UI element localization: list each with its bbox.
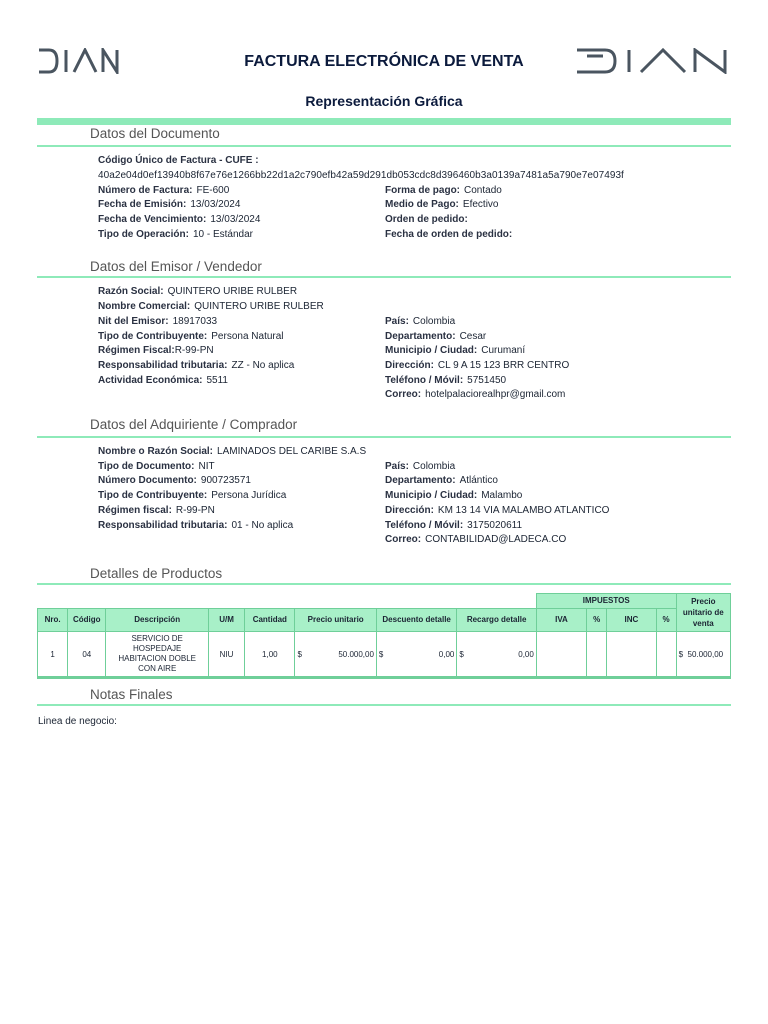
col-recargo: Recargo detalle xyxy=(457,608,536,631)
adquiriente-pais: País: Colombia xyxy=(385,461,456,472)
cell-recargo: $ 0,00 xyxy=(457,632,536,678)
emisor-responsabilidad: Responsabilidad tributaria: ZZ - No aplica xyxy=(98,360,295,371)
adquiriente-municipio: Municipio / Ciudad: Malambo xyxy=(385,490,523,501)
section-title-productos: Detalles de Productos xyxy=(90,566,223,581)
section-divider xyxy=(37,704,731,706)
cell-codigo: 04 xyxy=(68,632,106,678)
col-cantidad: Cantidad xyxy=(245,608,295,631)
section-divider xyxy=(37,276,731,278)
forma-pago: Forma de pago: Contado xyxy=(385,185,502,196)
emisor-tipo-contribuyente: Tipo de Contribuyente: Persona Natural xyxy=(98,331,284,342)
col-descuento: Descuento detalle xyxy=(376,608,456,631)
section-title-emisor: Datos del Emisor / Vendedor xyxy=(90,259,262,274)
section-title-documento: Datos del Documento xyxy=(90,126,220,141)
adquiriente-regimen: Régimen fiscal: R-99-PN xyxy=(98,505,215,516)
cell-descuento: $ 0,00 xyxy=(376,632,456,678)
products-table xyxy=(37,593,731,679)
emisor-razon-social: Razón Social: QUINTERO URIBE RULBER xyxy=(98,286,298,297)
section-divider xyxy=(37,145,731,147)
table-row xyxy=(38,632,731,678)
emisor-municipio: Municipio / Ciudad: Curumaní xyxy=(385,345,526,356)
emisor-nombre-comercial: Nombre Comercial: QUINTERO URIBE RULBER xyxy=(98,301,324,312)
numero-factura: Número de Factura: FE-600 xyxy=(98,185,230,196)
emisor-telefono: Teléfono / Móvil: 5751450 xyxy=(385,375,507,386)
fecha-emision: Fecha de Emisión: 13/03/2024 xyxy=(98,199,241,210)
emisor-regimen: Régimen Fiscal:R-99-PN xyxy=(98,345,214,356)
cell-precio-venta: $ 50.000,00 xyxy=(676,632,730,678)
orden-pedido: Orden de pedido: xyxy=(385,214,468,225)
emisor-pais: País: Colombia xyxy=(385,316,456,327)
document-subtitle: Representación Gráfica xyxy=(305,93,463,109)
adquiriente-correo: Correo: CONTABILIDAD@LADECA.CO xyxy=(385,534,567,545)
fecha-vencimiento: Fecha de Vencimiento: 13/03/2024 xyxy=(98,214,261,225)
adquiriente-responsabilidad: Responsabilidad tributaria: 01 - No aplica xyxy=(98,520,294,531)
col-descripcion: Descripción xyxy=(106,608,209,631)
adquiriente-direccion: Dirección: KM 13 14 VIA MALAMBO ATLANTICO xyxy=(385,505,610,516)
emisor-correo: Correo: hotelpalaciorealhpr@gmail.com xyxy=(385,389,566,400)
adquiriente-nombre: Nombre o Razón Social: LAMINADOS DEL CARIBE S.A.S xyxy=(98,446,367,457)
adquiriente-tipo-contribuyente: Tipo de Contribuyente: Persona Jurídica xyxy=(98,490,287,501)
col-nro: Nro. xyxy=(38,608,68,631)
section-divider xyxy=(37,583,731,585)
emisor-direccion: Dirección: CL 9 A 15 123 BRR CENTRO xyxy=(385,360,570,371)
section-title-adquiriente: Datos del Adquiriente / Comprador xyxy=(90,417,298,432)
col-pct-inc: % xyxy=(656,608,676,631)
cell-descripcion: SERVICIO DE HOSPEDAJE HABITACION DOBLE CON AIRE xyxy=(106,632,209,678)
adquiriente-numero-documento: Número Documento: 900723571 xyxy=(98,475,251,486)
col-pct-iva: % xyxy=(587,608,607,631)
accent-bar xyxy=(37,118,731,125)
cufe-label: Código Único de Factura - CUFE : xyxy=(98,155,259,166)
adquiriente-departamento: Departamento: Atlántico xyxy=(385,475,498,486)
col-codigo: Código xyxy=(68,608,106,631)
linea-negocio-label: Linea de negocio: xyxy=(38,716,117,727)
cell-pct-inc xyxy=(656,632,676,678)
col-precio-unitario: Precio unitario xyxy=(295,608,376,631)
document-title: FACTURA ELECTRÓNICA DE VENTA xyxy=(244,53,524,70)
col-um: U/M xyxy=(208,608,244,631)
emisor-departamento: Departamento: Cesar xyxy=(385,331,487,342)
section-divider xyxy=(37,436,731,438)
cufe-value: 40a2e04d0ef13940b8f67e76e1266bb22d1a2c790efb42a59d291db053cdc8d396460b3a0139a7481a5a790e7e07493f xyxy=(98,170,624,181)
cell-um: NIU xyxy=(208,632,244,678)
section-title-notas: Notas Finales xyxy=(90,687,173,702)
emisor-actividad: Actividad Económica: 5511 xyxy=(98,375,228,386)
cell-cantidad: 1,00 xyxy=(245,632,295,678)
col-inc: INC xyxy=(607,608,656,631)
adquiriente-telefono: Teléfono / Móvil: 3175020611 xyxy=(385,520,523,531)
cell-pct-iva xyxy=(587,632,607,678)
fecha-orden-pedido: Fecha de orden de pedido: xyxy=(385,229,513,240)
cell-precio-unitario: $ 50.000,00 xyxy=(295,632,376,678)
cell-inc xyxy=(607,632,656,678)
emisor-nit: Nit del Emisor: 18917033 xyxy=(98,316,218,327)
table-header-spacer xyxy=(38,594,537,609)
col-iva: IVA xyxy=(536,608,586,631)
cell-nro: 1 xyxy=(38,632,68,678)
precio-venta-header: Precio unitario de venta xyxy=(676,594,730,632)
tipo-operacion: Tipo de Operación: 10 - Estándar xyxy=(98,229,253,240)
adquiriente-tipo-documento: Tipo de Documento: NIT xyxy=(98,461,215,472)
medio-pago: Medio de Pago: Efectivo xyxy=(385,199,499,210)
impuestos-header: IMPUESTOS xyxy=(536,594,676,609)
cell-iva xyxy=(536,632,586,678)
